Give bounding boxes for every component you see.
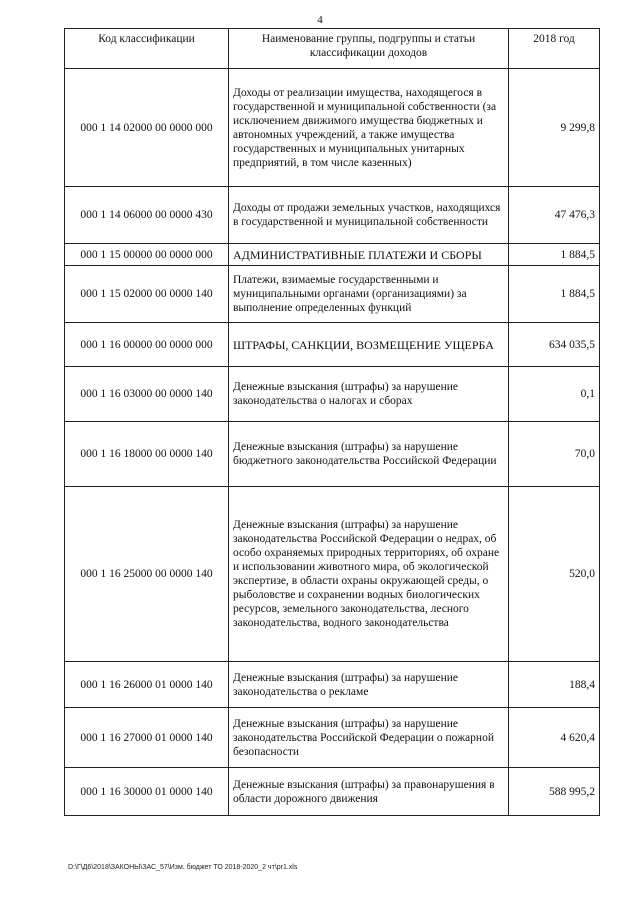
table-row (65, 244, 600, 266)
table-row (65, 266, 600, 323)
row-amount: 1 884,5 (509, 244, 600, 266)
row-amount: 70,0 (509, 422, 600, 487)
row-amount: 634 035,5 (509, 323, 600, 367)
row-amount: 588 995,2 (509, 768, 600, 816)
row-amount: 520,0 (509, 487, 600, 662)
row-amount: 47 476,3 (509, 187, 600, 244)
row-name: Денежные взыскания (штрафы) за правонарушения в области дорожного движения (229, 768, 509, 816)
table-header-row (65, 29, 600, 69)
row-name: Платежи, взимаемые государственными и муниципальными органами (организациями) за выполнение определенных функций (229, 266, 509, 323)
row-name: АДМИНИСТРАТИВНЫЕ ПЛАТЕЖИ И СБОРЫ (229, 244, 509, 266)
row-name: Доходы от реализации имущества, находящегося в государственной и муниципальной собственности (за исключением движимого имущества бюджетных и автономных учреждений, а также имущества государственных и муниципальных унитарных предприятий, в том числе казенных) (229, 69, 509, 187)
table-row (65, 69, 600, 187)
table-row (65, 187, 600, 244)
row-name: Денежные взыскания (штрафы) за нарушение законодательства Российской Федерации о пожарной безопасности (229, 708, 509, 768)
table-row (65, 662, 600, 708)
row-code: 000 1 15 02000 00 0000 140 (65, 266, 229, 323)
table-row (65, 367, 600, 422)
row-code: 000 1 16 30000 01 0000 140 (65, 768, 229, 816)
row-name: Денежные взыскания (штрафы) за нарушение законодательства о налогах и сборах (229, 367, 509, 422)
row-name: ШТРАФЫ, САНКЦИИ, ВОЗМЕЩЕНИЕ УЩЕРБА (229, 323, 509, 367)
row-code: 000 1 15 00000 00 0000 000 (65, 244, 229, 266)
table-row (65, 487, 600, 662)
row-name: Денежные взыскания (штрафы) за нарушение законодательства о рекламе (229, 662, 509, 708)
row-code: 000 1 16 27000 01 0000 140 (65, 708, 229, 768)
row-code: 000 1 16 18000 00 0000 140 (65, 422, 229, 487)
header-code: Код классификации (65, 29, 229, 69)
file-path-footer: D:\Г\Д6\2018\ЗАКОНЫ\ЗАС_57\Изм. бюджет ТО 2018-2020_2 чт\pr1.xls (68, 864, 298, 871)
row-code: 000 1 16 26000 01 0000 140 (65, 662, 229, 708)
page-number: 4 (317, 14, 323, 26)
row-name: Денежные взыскания (штрафы) за нарушение бюджетного законодательства Российской Федерации (229, 422, 509, 487)
revenue-classification-table (64, 28, 600, 816)
row-code: 000 1 16 25000 00 0000 140 (65, 487, 229, 662)
row-amount: 1 884,5 (509, 266, 600, 323)
table-row (65, 323, 600, 367)
row-amount: 0,1 (509, 367, 600, 422)
row-code: 000 1 14 06000 00 0000 430 (65, 187, 229, 244)
table-row (65, 708, 600, 768)
row-name: Доходы от продажи земельных участков, находящихся в государственной и муниципальной собственности (229, 187, 509, 244)
table-row (65, 422, 600, 487)
row-code: 000 1 16 00000 00 0000 000 (65, 323, 229, 367)
header-year: 2018 год (509, 29, 600, 69)
row-code: 000 1 16 03000 00 0000 140 (65, 367, 229, 422)
row-amount: 4 620,4 (509, 708, 600, 768)
table-row (65, 768, 600, 816)
row-amount: 188,4 (509, 662, 600, 708)
row-code: 000 1 14 02000 00 0000 000 (65, 69, 229, 187)
header-name: Наименование группы, подгруппы и статьи классификации доходов (229, 29, 509, 69)
row-name: Денежные взыскания (штрафы) за нарушение законодательства Российской Федерации о недрах, об особо охраняемых природных территориях, об охране и использовании животного мира, об экологической экспертизе, в области охраны окружающей среды, о рыболовстве и сохранении водных биологических ресурсов, земельного законодательства, лесного законодательства, водного законодательства (229, 487, 509, 662)
row-amount: 9 299,8 (509, 69, 600, 187)
